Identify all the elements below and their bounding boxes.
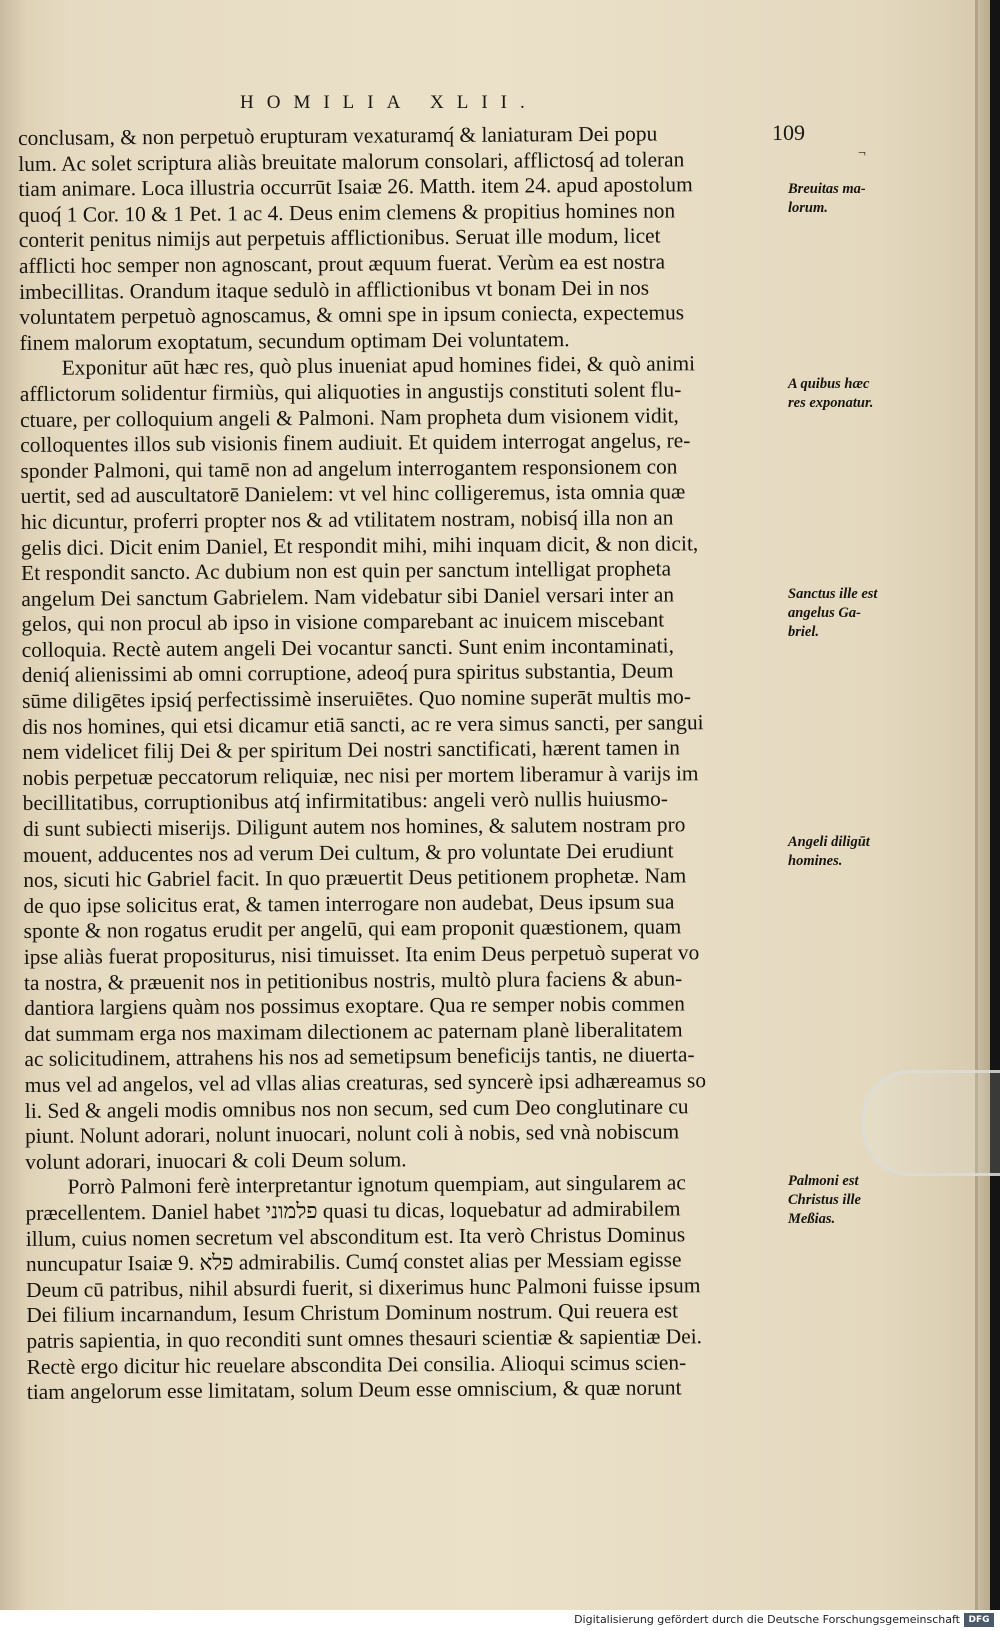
text-line: Dei filium incarnandum, Iesum Christum Dominum nostrum. Qui reuera est	[26, 1298, 679, 1328]
margin-note-line: res exponatur.	[788, 395, 874, 411]
text-line: quoq́ 1 Cor. 10 & 1 Pet. 1 ac 4. Deus enim clemens & propitius homines non	[18, 198, 676, 227]
text-line: Deum cū patribus, nihil absurdi fuerit, si dixerimus hunc Palmoni fuisse ipsum	[26, 1272, 701, 1302]
corner-mark: ¬	[858, 146, 866, 161]
text-line: sponder Palmoni, qui tamē non ad angelum interrogantem responsionem con	[20, 454, 678, 483]
text-line: ipse aliàs fuerat propositurus, nisi timuisset. Ita enim Deus perpetuò superat vo	[23, 940, 700, 969]
margin-note-line: Meßias.	[788, 1211, 836, 1227]
text-line: sūme diligētes ipsiq́ perfectissimè inseruiētes. Quo nomine superāt multis mo-	[21, 684, 692, 714]
dfg-logo: DFG	[964, 1613, 994, 1627]
text-line: patris sapientia, in quo reconditi sunt omnes thesauri scientiæ & sapientiæ Dei.	[26, 1324, 703, 1353]
text-line: conterit penitus nimijs aut perpetuis afflictionibus. Seruat ille modum, licet	[18, 223, 661, 253]
text-line: ctuare, per colloquium angeli & Palmoni. Nam propheta dum visionem vidit,	[19, 402, 679, 432]
text-line: becillitatibus, corruptionibus atq́ infirmitatibus: angeli verò nullis huiusmo-	[22, 786, 668, 816]
text-line: dat summam erga nos maximam dilectionem ac paternam planè liberalitatem	[24, 1017, 683, 1046]
text-line: conclusam, & non perpetuò erupturam vexaturamq́ & laniaturam Dei popu	[18, 121, 658, 150]
text-line: colloquentes illos sub visionis finem audiuit. Et quidem interrogat angelus, re-	[20, 428, 691, 458]
text-line: afflictorum solidentur firmiùs, qui aliquoties in angustijs constituti solent flu-	[19, 377, 682, 406]
text-line: di sunt subiecti miserijs. Diligunt autem nos homines, & salutem nostram pro	[22, 812, 686, 842]
margin-note-sanctus	[788, 585, 938, 642]
margin-note-breuitas	[788, 180, 938, 218]
text-line: Exponitur aūt hæc res, quò plus inueniat apud homines fidei, & quò animi	[61, 351, 696, 381]
text-line: hic dicuntur, proferri propter nos & ad vtilitatem nostram, nobisq́ illa non an	[20, 505, 674, 534]
text-line: ta nostra, & præuenit nos in petitionibus nostris, multò plura faciens & abun-	[23, 965, 683, 995]
text-line: dis nos homines, qui etsi dicamur etiā sancti, ac re vera simus sancti, per sangui	[22, 709, 704, 739]
text-line: Porrò Palmoni ferè interpretantur ignotum quempiam, aut singularem ac	[67, 1170, 686, 1200]
text-line: tiam angelorum esse limitatam, solum Deum esse omniscium, & quæ norunt	[26, 1375, 682, 1405]
margin-note-line: Palmoni est	[788, 1173, 859, 1189]
text-line: tiam animare. Loca illustria occurrūt Isaiæ 26. Matth. item 24. apud apostolum	[18, 172, 693, 202]
text-line: afflicti hoc semper non agnoscant, prout æquum fuerat. Verùm ea est nostra	[18, 249, 666, 278]
text-line: volunt adorari, inuocari & coli Deum solum.	[25, 1147, 407, 1174]
text-line: mouent, adducentes nos ad verum Dei cultum, & pro voluntate Dei erudiunt	[23, 838, 674, 867]
margin-note-line: homines.	[788, 853, 843, 869]
text-line: nobis perpetuæ peccatorum reliquiæ, nec nisi per mortem liberamur à varijs im	[22, 761, 699, 790]
text-line: nuncupatur Isaiæ 9. פלא admirabilis. Cumq́ constet alias per Messiam egisse	[25, 1247, 682, 1277]
margin-note-line: lorum.	[788, 200, 828, 216]
running-head: HOMILIA XLII.	[240, 92, 538, 113]
text-line: illum, cuius nomen secretum vel absconditum est. Ita verò Christus Dominus	[25, 1221, 686, 1251]
paper-clip	[862, 1070, 1000, 1176]
margin-note-angeli	[788, 833, 938, 871]
margin-note-palmoni	[788, 1172, 938, 1229]
text-line: finem malorum exoptatum, secundum optimam Dei voluntatem.	[19, 326, 570, 355]
margin-note-line: Sanctus ille est	[788, 586, 878, 602]
text-line: voluntatem perpetuò agnoscamus, & omni spe in ipsum coniecta, expectemus	[19, 300, 685, 330]
body-text	[18, 121, 795, 1406]
text-line: sponte & non rogatus erudit per angelū, qui eam proponit quæstionem, quam	[23, 914, 682, 944]
margin-note-line: briel.	[788, 624, 820, 640]
margin-note-line: Christus ille	[788, 1192, 861, 1208]
page-number: 109	[772, 120, 805, 145]
footer-credit: Digitalisierung gefördert durch die Deutsche Forschungsgemeinschaft	[574, 1613, 960, 1626]
text-line: nos, sicuti hic Gabriel facit. In quo præuertit Deus petitionem prophetæ. Nam	[23, 863, 687, 893]
text-line: li. Sed & angeli modis omnibus nos non secum, sed cum Deo conglutinare cu	[24, 1093, 689, 1123]
margin-note-line: Angeli diligūt	[788, 834, 870, 850]
text-line: Et respondit sancto. Ac dubium non est quin per sanctum intelligat propheta	[21, 556, 672, 586]
text-line: gelis dici. Dicit enim Daniel, Et respondit mihi, mihi inquam dicit, & non dicit,	[20, 530, 699, 560]
text-line: lum. Ac solet scriptura aliàs breuitate malorum consolari, afflictosq́ ad toleran	[18, 146, 685, 176]
text-line: gelos, qui non procul ab ipso in visione comparebant ac inuicem miscebant	[21, 607, 665, 637]
text-line: præcellentem. Daniel habet פלמוני quasi tu dicas, loquebatur ad admirabilem	[25, 1196, 681, 1225]
text-line: ac solicitudinem, attrahens his nos ad semetipsum beneficijs tantis, ne diuerta-	[24, 1042, 695, 1072]
margin-note-line: angelus Ga-	[788, 605, 861, 621]
footer-bar	[0, 1610, 1000, 1631]
text-line: uertit, sed ad auscultatorē Danielem: vt vel hinc colligeremus, ista omnia quæ	[20, 479, 686, 509]
text-line: piunt. Nolunt adorari, nolunt inuocari, nolunt coli à nobis, sed vnà nobiscum	[24, 1119, 680, 1149]
margin-note-a-quibus	[788, 375, 938, 413]
text-line: angelum Dei sanctum Gabrielem. Nam videbatur sibi Daniel versari inter an	[21, 582, 675, 611]
text-line: nem videlicet filij Dei & per spiritum Dei nostri sanctificati, hærent tamen in	[22, 735, 681, 765]
text-line: dantiora largiens quàm nos possimus exoptare. Qua re semper nobis commen	[24, 991, 686, 1021]
margin-note-line: Breuitas ma-	[788, 181, 866, 197]
text-line: de quo ipse solicitus erat, & tamen interrogare non audebat, Deus ipsum sua	[23, 889, 675, 918]
text-line: mus vel ad angelos, vel ad vllas alias creaturas, sed syncerè ipsi adhæreamus so	[24, 1068, 707, 1097]
text-line: deniq́ alienissimi ab omni corruptione, adeoq́ pura spiritus substantia, Deum	[21, 658, 674, 688]
text-line: Rectè ergo dicitur hic reuelare abscondita Dei consilia. Alioqui scimus scien-	[26, 1349, 687, 1379]
text-line: colloquia. Rectè autem angeli Dei vocantur sancti. Sunt enim incontaminati,	[21, 633, 674, 662]
margin-note-line: A quibus hæc	[788, 376, 870, 392]
text-line: imbecillitas. Orandum itaque sedulò in afflictionibus vt bonam Dei in nos	[19, 275, 650, 304]
